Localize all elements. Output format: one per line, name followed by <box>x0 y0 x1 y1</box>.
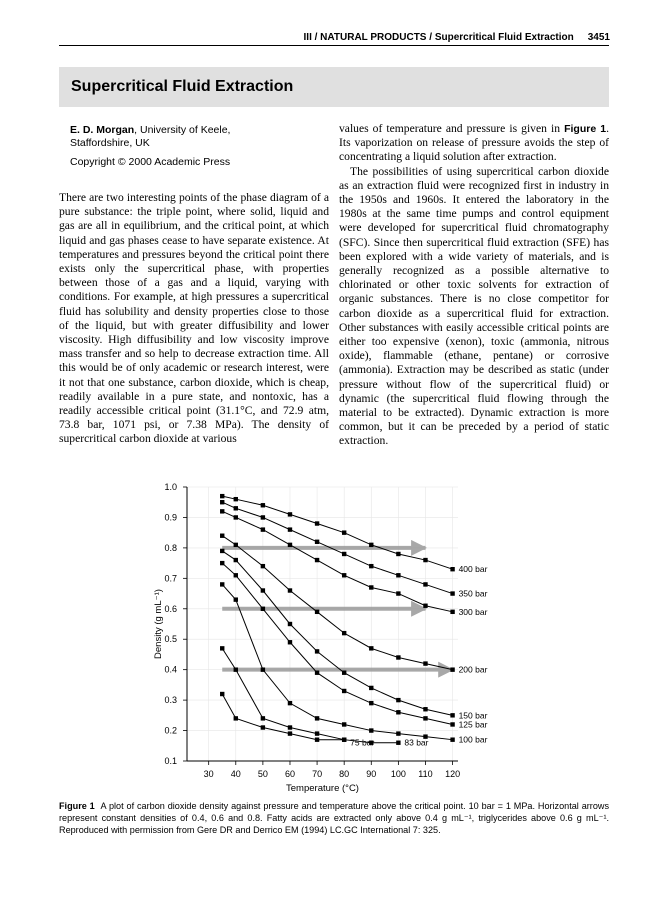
figure-caption <box>59 800 609 836</box>
data-point <box>220 692 224 696</box>
right-para1-end: . Its vaporization on release of pressure avoids the step of concentrating a liquid solution after extraction. <box>339 122 609 164</box>
y-tick-label: 0.5 <box>164 634 177 645</box>
y-tick-label: 0.2 <box>164 725 177 736</box>
data-point <box>220 561 224 565</box>
data-point <box>369 585 373 589</box>
data-point <box>423 661 427 665</box>
x-tick-label: 110 <box>418 769 433 779</box>
data-point <box>261 588 265 592</box>
page-number: 3451 <box>587 32 610 43</box>
data-point <box>261 725 265 729</box>
author-name: E. D. Morgan <box>70 124 135 136</box>
data-point <box>220 494 224 498</box>
data-point <box>288 527 292 531</box>
right-column <box>339 122 609 449</box>
data-point <box>342 530 346 534</box>
series-label: 350 bar <box>458 588 488 599</box>
data-point <box>220 582 224 586</box>
data-point <box>234 667 238 671</box>
data-point <box>369 686 373 690</box>
right-paragraph-2: The possibilities of using supercritical carbon dioxide as an extraction fluid were recognized first in industry in the 1950s and 1960s. It entered the laboratory in the 1980s at the same time pumps and control equipment were developed for supercritical fluid chromatography (SFC). Since then supercritical fluid extraction (SFE) has been explored with a wide variety of materials, and is generally recognized as a possible alternative to chlorinated or other toxic solvents for extraction of organic substances. There is no close competitor for carbon dioxide as a supercritical fluid for extraction. Other substances with easily accessible critical points are either too expensive (xenon), toxic (ammonia, nitrous oxide), flammable (ethane, pentane) or corrosive (ammonia). Extraction may be described as static (under pressure without flow of the supercritical fluid) or dynamic (the supercritical fluid flowing through the material to be extracted). Dynamic extraction is more common, but it can be preceded by a period of static extraction. <box>339 164 609 448</box>
data-point <box>288 731 292 735</box>
data-point <box>261 667 265 671</box>
data-point <box>450 591 454 595</box>
x-tick-label: 120 <box>445 769 461 779</box>
data-point <box>396 741 400 745</box>
data-point <box>423 558 427 562</box>
caption-text: A plot of carbon dioxide density against pressure and temperature above the critical point. 10 bar = 1 MPa. Horizontal arrows represent constant densities of 0.4, 0.6 and 0.8. Fatty acids are extracted only above 0.4 g mL⁻¹, triglycerides above 0.6 g mL⁻¹. Reproduced with permission from Gere DR and Derrico EM (1994) LC.GC International 7: 325. <box>59 801 609 835</box>
series-label: 200 bar <box>458 664 488 675</box>
data-point <box>315 558 319 562</box>
data-point <box>261 527 265 531</box>
data-point <box>369 543 373 547</box>
data-point <box>220 549 224 553</box>
x-tick-label: 80 <box>339 769 350 779</box>
data-point <box>423 707 427 711</box>
data-point <box>234 573 238 577</box>
data-point <box>234 497 238 501</box>
data-point <box>261 515 265 519</box>
data-point <box>342 573 346 577</box>
data-point <box>220 534 224 538</box>
series-line <box>222 496 452 569</box>
data-point <box>234 716 238 720</box>
data-point <box>396 710 400 714</box>
series-label: 300 bar <box>458 606 488 617</box>
data-point <box>342 722 346 726</box>
data-point <box>342 737 346 741</box>
data-point <box>423 716 427 720</box>
figure-reference-link[interactable]: Figure 1 <box>564 123 607 135</box>
data-point <box>288 640 292 644</box>
data-point <box>315 671 319 675</box>
header-rule <box>59 45 609 46</box>
title-box <box>59 67 609 107</box>
data-point <box>396 591 400 595</box>
data-point <box>369 646 373 650</box>
y-tick-label: 1.0 <box>164 482 177 492</box>
series-label: 125 bar <box>458 719 488 730</box>
affiliation-line1: , University of Keele, <box>134 124 231 136</box>
left-column <box>59 191 329 447</box>
data-point <box>220 500 224 504</box>
y-tick-label: 0.8 <box>164 542 177 553</box>
y-tick-label: 0.9 <box>164 512 177 523</box>
data-point <box>315 521 319 525</box>
running-title: III / NATURAL PRODUCTS / Supercritical Fluid Extraction <box>303 32 574 43</box>
data-point <box>315 610 319 614</box>
x-tick-label: 100 <box>390 769 406 779</box>
series-line <box>222 694 344 740</box>
series-label: 150 bar <box>458 710 488 721</box>
copyright: Copyright © 2000 Academic Press <box>70 156 231 168</box>
right-para1-start: values of temperature and pressure is given in <box>339 122 560 135</box>
y-tick-label: 0.1 <box>164 756 177 766</box>
data-point <box>288 588 292 592</box>
y-tick-label: 0.4 <box>164 664 177 675</box>
data-point <box>342 552 346 556</box>
data-point <box>450 722 454 726</box>
x-tick-label: 50 <box>257 769 268 779</box>
data-point <box>369 564 373 568</box>
data-point <box>220 646 224 650</box>
data-point <box>288 512 292 516</box>
data-point <box>342 671 346 675</box>
data-point <box>234 506 238 510</box>
series-label: 83 bar <box>404 737 429 748</box>
data-point <box>234 515 238 519</box>
y-axis-label: Density (g mL⁻¹) <box>153 589 164 659</box>
series-label: 100 bar <box>458 734 488 745</box>
caption-label: Figure 1 <box>59 801 95 811</box>
data-point <box>234 543 238 547</box>
data-point <box>423 604 427 608</box>
data-point <box>396 655 400 659</box>
data-point <box>369 701 373 705</box>
data-point <box>261 607 265 611</box>
data-point <box>261 716 265 720</box>
data-point <box>450 667 454 671</box>
x-tick-label: 30 <box>203 769 214 779</box>
data-point <box>342 689 346 693</box>
data-point <box>396 552 400 556</box>
running-head <box>0 32 610 43</box>
data-point <box>450 713 454 717</box>
data-point <box>288 701 292 705</box>
data-point <box>315 716 319 720</box>
y-tick-label: 0.3 <box>164 695 177 706</box>
data-point <box>315 737 319 741</box>
author-block <box>70 124 330 150</box>
y-tick-label: 0.7 <box>164 573 177 584</box>
data-point <box>396 573 400 577</box>
data-point <box>315 649 319 653</box>
right-paragraph-1 <box>339 122 609 165</box>
x-axis-label: Temperature (°C) <box>286 783 359 794</box>
y-tick-label: 0.6 <box>164 603 177 614</box>
x-tick-label: 40 <box>230 769 241 779</box>
x-tick-label: 90 <box>366 769 377 779</box>
data-point <box>288 543 292 547</box>
data-point <box>450 737 454 741</box>
data-point <box>288 725 292 729</box>
data-point <box>450 567 454 571</box>
affiliation-line2: Staffordshire, UK <box>70 137 150 149</box>
data-point <box>315 731 319 735</box>
data-point <box>315 540 319 544</box>
left-paragraph: There are two interesting points of the phase diagram of a pure substance: the triple point, where solid, liquid and gas are all in equilibrium, and the critical point, at which liquid and gas phases cease to have separate existence. At temperatures and pressures beyond the critical point there exists only the supercritical phase, with properties between those of a gas and a liquid, varying with conditions. For example, at high pressures a supercritical fluid has solubility and density properties close to those of the liquid, but with greater diffusibility and lower viscosity. High diffusibility and low viscosity improve mass transfer and so help to decrease extraction time. All this would be of only academic or research interest, were it not that one substance, carbon dioxide, which is cheap, readily available in a pure state, and nontoxic, has a readily accessible critical point (31.1°C, and 72.9 atm, 73.8 bar, 1071 psi, or 7.38 MPa). The density of supercritical carbon dioxide at various <box>59 191 329 446</box>
data-point <box>396 698 400 702</box>
data-point <box>369 728 373 732</box>
series-label: 400 bar <box>458 564 488 575</box>
data-point <box>288 622 292 626</box>
data-point <box>234 597 238 601</box>
data-point <box>342 631 346 635</box>
data-point <box>220 509 224 513</box>
article-title: Supercritical Fluid Extraction <box>71 78 294 95</box>
data-point <box>261 503 265 507</box>
data-point <box>396 731 400 735</box>
x-tick-label: 60 <box>284 769 295 779</box>
data-point <box>261 564 265 568</box>
series-line <box>222 551 452 715</box>
series-label: 75 bar <box>350 737 375 748</box>
data-point <box>450 610 454 614</box>
data-point <box>423 582 427 586</box>
data-point <box>234 558 238 562</box>
x-tick-label: 70 <box>312 769 323 779</box>
density-chart <box>150 480 530 796</box>
